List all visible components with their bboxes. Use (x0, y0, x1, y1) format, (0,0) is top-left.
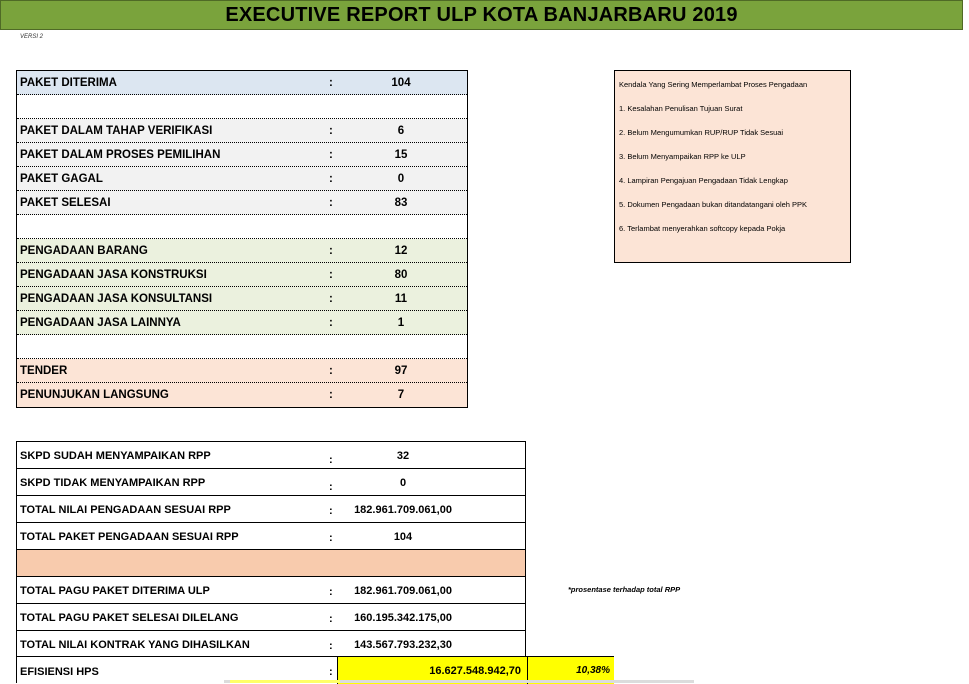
row-value: 160.195.342.175,00 (354, 612, 452, 624)
kendala-notes-box (614, 70, 851, 263)
row-colon: : (329, 269, 333, 281)
notes-item: 6. Terlambat menyerahkan softcopy kepada Pokja (619, 224, 786, 233)
summary-row-verifikasi (17, 119, 467, 143)
row-colon: : (329, 481, 333, 493)
summary-row-penunjukan (17, 383, 467, 407)
row-value: 6 (397, 125, 405, 137)
summary-row-spacer (17, 215, 467, 239)
row-value: 182.961.709.061,00 (354, 585, 452, 597)
row-value: 143.567.793.232,30 (354, 639, 452, 651)
row-label: TOTAL NILAI PENGADAAN SESUAI RPP (20, 504, 231, 516)
notes-item: 1. Kesalahan Penulisan Tujuan Surat (619, 104, 743, 113)
summary-table (16, 70, 468, 408)
row-value: 97 (394, 365, 408, 377)
row-label: PENGADAAN JASA KONSULTANSI (20, 293, 213, 305)
summary-row-pemilihan (17, 143, 467, 167)
summary-row-lainnya (17, 311, 467, 335)
notes-item: 5. Dokumen Pengadaan bukan ditandatangani oleh PPK (619, 200, 808, 209)
row-value: 7 (397, 389, 405, 401)
notes-item: 2. Belum Mengumumkan RUP/RUP Tidak Sesuai (619, 128, 784, 137)
version-label: VERSI 2 (20, 34, 44, 40)
summary-row-barang (17, 239, 467, 263)
row-label: PENGADAAN JASA KONSTRUKSI (20, 269, 207, 281)
rpp-row-total-paket (17, 523, 525, 550)
row-value: 0 (399, 477, 407, 489)
rpp-row-total-nilai (17, 496, 525, 523)
row-label: PAKET DALAM TAHAP VERIFIKASI (20, 125, 213, 137)
summary-row-konstruksi (17, 263, 467, 287)
efisiensi-label: EFISIENSI HPS (20, 666, 99, 678)
rpp-row-sudah (17, 442, 525, 469)
notes-item: 3. Belum Menyampaikan RPP ke ULP (619, 152, 746, 161)
row-label: TENDER (20, 365, 68, 377)
efisiensi-percent: 10,38% (576, 665, 610, 676)
rpp-row-tidak (17, 469, 525, 496)
row-value: 182.961.709.061,00 (354, 504, 452, 516)
row-colon: : (329, 454, 333, 466)
row-label: PAKET SELESAI (20, 197, 111, 209)
report-title: EXECUTIVE REPORT ULP KOTA BANJARBARU 2019 (225, 3, 738, 26)
row-label: PENGADAAN BARANG (20, 245, 148, 257)
row-label: PAKET DITERIMA (20, 77, 117, 89)
row-colon: : (329, 197, 333, 209)
row-colon: : (329, 505, 333, 517)
rpp-row-pagu-diterima (17, 577, 525, 604)
row-colon: : (329, 149, 333, 161)
rpp-row-separator (17, 550, 525, 577)
summary-row-spacer (17, 335, 467, 359)
row-label: PAKET GAGAL (20, 173, 103, 185)
row-colon: : (329, 613, 333, 625)
row-colon: : (329, 77, 333, 89)
rpp-row-nilai-kontrak (17, 631, 525, 658)
summary-row-konsultansi (17, 287, 467, 311)
rpp-table (16, 441, 526, 659)
row-colon: : (329, 532, 333, 544)
row-value: 1 (397, 317, 405, 329)
percent-note: *prosentase terhadap total RPP (568, 585, 681, 594)
row-label: PAKET DALAM PROSES PEMILIHAN (20, 149, 221, 161)
row-colon: : (329, 125, 333, 137)
notes-title: Kendala Yang Sering Memperlambat Proses Pengadaan (619, 80, 808, 89)
row-label: TOTAL PAGU PAKET SELESAI DILELANG (20, 612, 239, 624)
row-label: TOTAL NILAI KONTRAK YANG DIHASILKAN (20, 639, 250, 651)
row-colon: : (329, 389, 333, 401)
row-value: 0 (397, 173, 405, 185)
row-value: 12 (394, 245, 408, 257)
row-label: SKPD TIDAK MENYAMPAIKAN RPP (20, 477, 206, 489)
row-value: 15 (394, 149, 408, 161)
row-value: 104 (391, 77, 411, 89)
row-label: TOTAL PAGU PAKET DITERIMA ULP (20, 585, 210, 597)
row-label: PENGADAAN JASA LAINNYA (20, 317, 181, 329)
report-title-bar (0, 0, 963, 30)
row-label: PENUNJUKAN LANGSUNG (20, 389, 169, 401)
row-value: 11 (394, 293, 408, 305)
row-colon: : (329, 365, 333, 377)
summary-row-paket-diterima (17, 71, 467, 95)
summary-row-tender (17, 359, 467, 383)
row-colon: : (329, 173, 333, 185)
efisiensi-value: 16.627.548.942,70 (429, 665, 521, 677)
row-value: 104 (393, 531, 413, 543)
rpp-row-pagu-selesai (17, 604, 525, 631)
row-value: 83 (394, 197, 408, 209)
row-colon: : (329, 293, 333, 305)
summary-row-spacer (17, 95, 467, 119)
row-colon: : (329, 586, 333, 598)
summary-row-gagal (17, 167, 467, 191)
row-colon: : (329, 640, 333, 652)
row-label: TOTAL PAKET PENGADAAN SESUAI RPP (20, 531, 239, 543)
row-value: 32 (396, 450, 410, 462)
row-label: SKPD SUDAH MENYAMPAIKAN RPP (20, 450, 211, 462)
summary-row-selesai (17, 191, 467, 215)
notes-item: 4. Lampiran Pengajuan Pengadaan Tidak Lengkap (619, 176, 788, 185)
efisiensi-colon: : (329, 666, 333, 678)
row-value: 80 (394, 269, 408, 281)
efisiensi-row (16, 656, 614, 683)
row-colon: : (329, 317, 333, 329)
row-colon: : (329, 245, 333, 257)
